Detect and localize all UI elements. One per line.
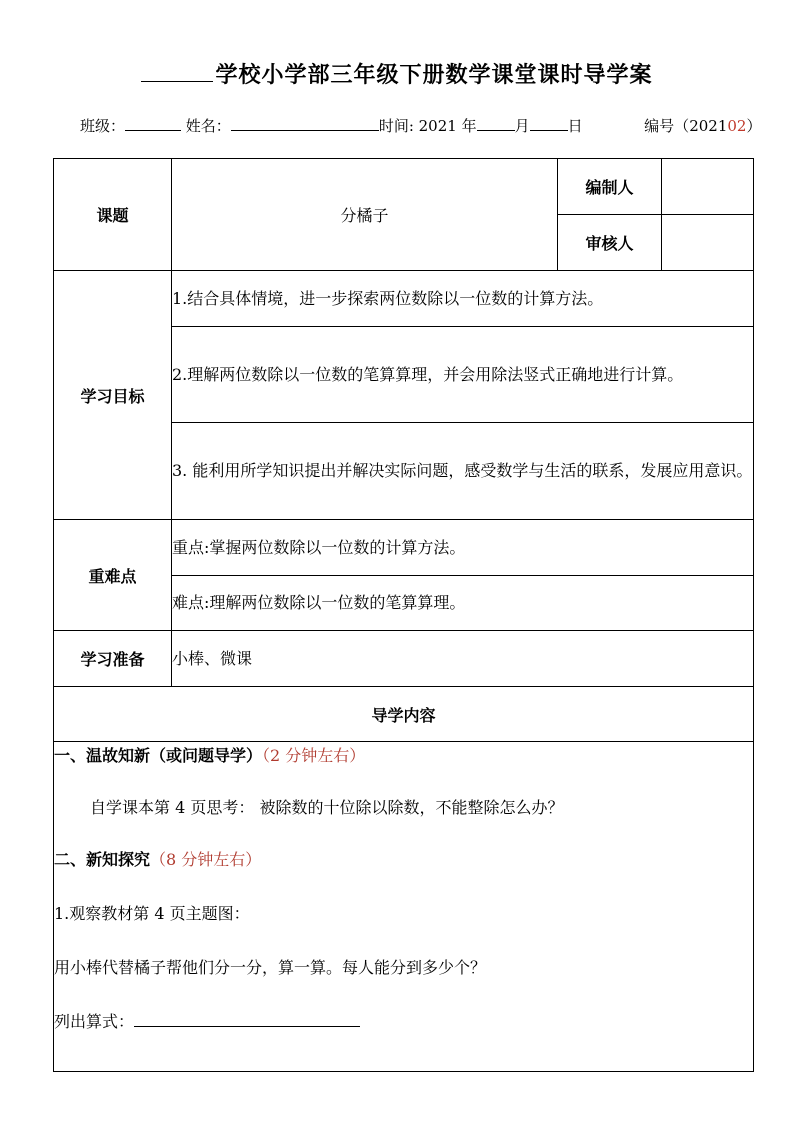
editor-value[interactable] [662, 159, 754, 215]
objective-item: 3. 能利用所学知识提出并解决实际问题，感受数学与生活的联系，发展应用意识。 [172, 423, 754, 520]
guide-content [54, 742, 754, 1072]
key-points-label: 重难点 [54, 520, 172, 631]
header-info-line [80, 115, 761, 136]
code-number-suffix: 02 [727, 117, 747, 135]
objective-item: 2.理解两位数除以一位数的笔算算理，并会用除法竖式正确地进行计算。 [172, 327, 754, 423]
formula-label: 列出算式： [54, 1012, 135, 1031]
section1-time: （2 分钟左右） [262, 746, 366, 765]
lesson-table [53, 158, 754, 1072]
objectives-label: 学习目标 [54, 271, 172, 520]
section1-text: 自学课本第 4 页思考： 被除数的十位除以除数，不能整除怎么办？ [90, 798, 564, 817]
guide-heading: 导学内容 [54, 687, 754, 742]
class-field[interactable] [125, 116, 181, 131]
section2-time: （8 分钟左右） [150, 850, 262, 869]
class-label: 班级： [80, 117, 126, 135]
key-point: 重点:掌握两位数除以一位数的计算方法。 [172, 520, 754, 576]
page-title-text: 学校小学部三年级下册数学课堂课时导学案 [215, 62, 653, 88]
month-field[interactable] [477, 116, 515, 131]
time-label: 时间: 2021 年 [378, 117, 477, 135]
prep-label: 学习准备 [54, 631, 172, 687]
editor-label: 编制人 [558, 159, 662, 215]
section1-title: 一、温故知新（或问题导学） [54, 746, 263, 765]
school-name-blank[interactable] [141, 63, 213, 82]
month-label: 月 [514, 117, 530, 135]
step1-text: 1.观察教材第 4 页主题图： [54, 904, 250, 923]
page-title [0, 58, 794, 89]
section2-title: 二、新知探究 [54, 850, 151, 869]
prep-value: 小棒、微课 [172, 631, 754, 687]
code-number: 2021 [689, 117, 728, 135]
name-label: 姓名： [185, 117, 231, 135]
reviewer-value[interactable] [662, 215, 754, 271]
topic-label: 课题 [54, 159, 172, 271]
section2-heading [54, 848, 753, 872]
code-close: ） [746, 117, 762, 135]
section1-heading [54, 744, 753, 768]
day-label: 日 [567, 117, 583, 135]
day-field[interactable] [530, 116, 568, 131]
formula-row [54, 1010, 753, 1034]
code-label: 编号（ [644, 117, 690, 135]
topic-value: 分橘子 [172, 159, 558, 271]
step1-question: 用小棒代替橘子帮他们分一分，算一算。每人能分到多少个？ [54, 958, 487, 977]
difficult-point: 难点:理解两位数除以一位数的笔算算理。 [172, 576, 754, 631]
name-field[interactable] [231, 116, 379, 131]
objective-item: 1.结合具体情境，进一步探索两位数除以一位数的计算方法。 [172, 271, 754, 327]
reviewer-label: 审核人 [558, 215, 662, 271]
formula-answer-field[interactable] [134, 1010, 360, 1027]
